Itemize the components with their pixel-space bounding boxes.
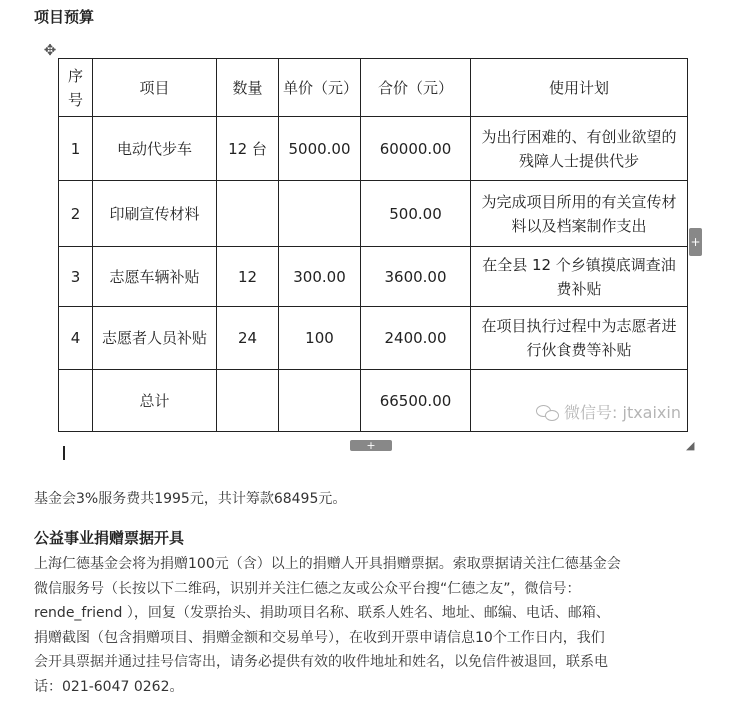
cell-item: 电动代步车 <box>93 117 217 181</box>
table-move-handle-icon[interactable]: ✥ <box>43 41 57 59</box>
add-column-plus-icon[interactable]: + <box>689 228 702 256</box>
fee-text: 基金会3%服务费共1995元，共计筹款68495元。 <box>34 491 347 507</box>
paragraph-line: 话：021-6047 0262。 <box>34 678 184 695</box>
cell-unit-price: 300.00 <box>279 247 361 307</box>
section-title: 项目预算 <box>34 8 95 26</box>
budget-table <box>58 58 688 432</box>
cell-qty: 24 <box>217 307 279 370</box>
resize-corner-icon[interactable]: ◢ <box>686 439 695 452</box>
cell-qty: 12 <box>217 247 279 307</box>
sum-label: 总计 <box>93 370 217 432</box>
wechat-icon <box>536 404 560 422</box>
cell-no: 2 <box>59 181 93 247</box>
cell-total: 60000.00 <box>361 117 471 181</box>
table-row <box>59 307 688 370</box>
cell-item: 印刷宣传材料 <box>93 181 217 247</box>
header-cell-item: 项目 <box>93 59 217 117</box>
header-cell-plan: 使用计划 <box>471 59 688 117</box>
cell-qty <box>217 181 279 247</box>
cell-total: 2400.00 <box>361 307 471 370</box>
cell-total: 500.00 <box>361 181 471 247</box>
cell-total: 3600.00 <box>361 247 471 307</box>
table-header-row <box>59 59 688 117</box>
table-row <box>59 181 688 247</box>
cell-no: 4 <box>59 307 93 370</box>
wechat-watermark <box>536 401 681 425</box>
table-row <box>59 247 688 307</box>
add-row-plus-icon[interactable]: + <box>350 440 392 451</box>
paragraph-line: 会开具票据并通过挂号信寄出，请务必提供有效的收件地址和姓名，以免信件被退回，联系电 <box>34 654 608 670</box>
cell-plan: 在全县 12 个乡镇摸底调查油费补贴 <box>471 247 688 307</box>
cell-plan: 在项目执行过程中为志愿者进行伙食费等补贴 <box>471 307 688 370</box>
header-cell-no: 序号 <box>59 59 93 117</box>
cell-qty <box>217 370 279 432</box>
header-cell-unit-price: 单价（元） <box>279 59 361 117</box>
cell-item: 志愿者人员补贴 <box>93 307 217 370</box>
cell-no <box>59 370 93 432</box>
cell-unit-price: 100 <box>279 307 361 370</box>
paragraph-line: 捐赠截图（包含捐赠项目、捐赠金额和交易单号），在收到开票申请信息10个工作日内，我们 <box>34 629 605 646</box>
cell-unit-price <box>279 370 361 432</box>
table-row <box>59 117 688 181</box>
cell-item: 志愿车辆补贴 <box>93 247 217 307</box>
cell-no: 3 <box>59 247 93 307</box>
header-cell-qty: 数量 <box>217 59 279 117</box>
cell-plan: 为完成项目所用的有关宣传材料以及档案制作支出 <box>471 181 688 247</box>
receipt-section-title: 公益事业捐赠票据开具 <box>34 529 185 547</box>
paragraph-line: rende_friend ），回复（发票抬头、捐助项目名称、联系人姓名、地址、邮编、电话、邮箱、 <box>34 605 610 621</box>
paragraph-line: 微信服务号（长按以下二维码，识别并关注仁德之友或公众平台搜“仁德之友”，微信号： <box>34 580 581 597</box>
cell-unit-price: 5000.00 <box>279 117 361 181</box>
cell-no: 1 <box>59 117 93 181</box>
budget-table-container <box>58 58 688 432</box>
text-cursor <box>63 446 65 460</box>
header-cell-total: 合价（元） <box>361 59 471 117</box>
receipt-paragraph <box>34 552 714 699</box>
sum-total: 66500.00 <box>361 370 471 432</box>
paragraph-line: 上海仁德基金会将为捐赠100元（含）以上的捐赠人开具捐赠票据。索取票据请关注仁德基金会 <box>34 556 621 572</box>
watermark-text: 微信号: jtxaixin <box>564 403 681 422</box>
cell-plan <box>471 370 688 432</box>
cell-qty: 12 台 <box>217 117 279 181</box>
table-sum-row <box>59 370 688 432</box>
cell-unit-price <box>279 181 361 247</box>
cell-plan: 为出行困难的、有创业欲望的残障人士提供代步 <box>471 117 688 181</box>
